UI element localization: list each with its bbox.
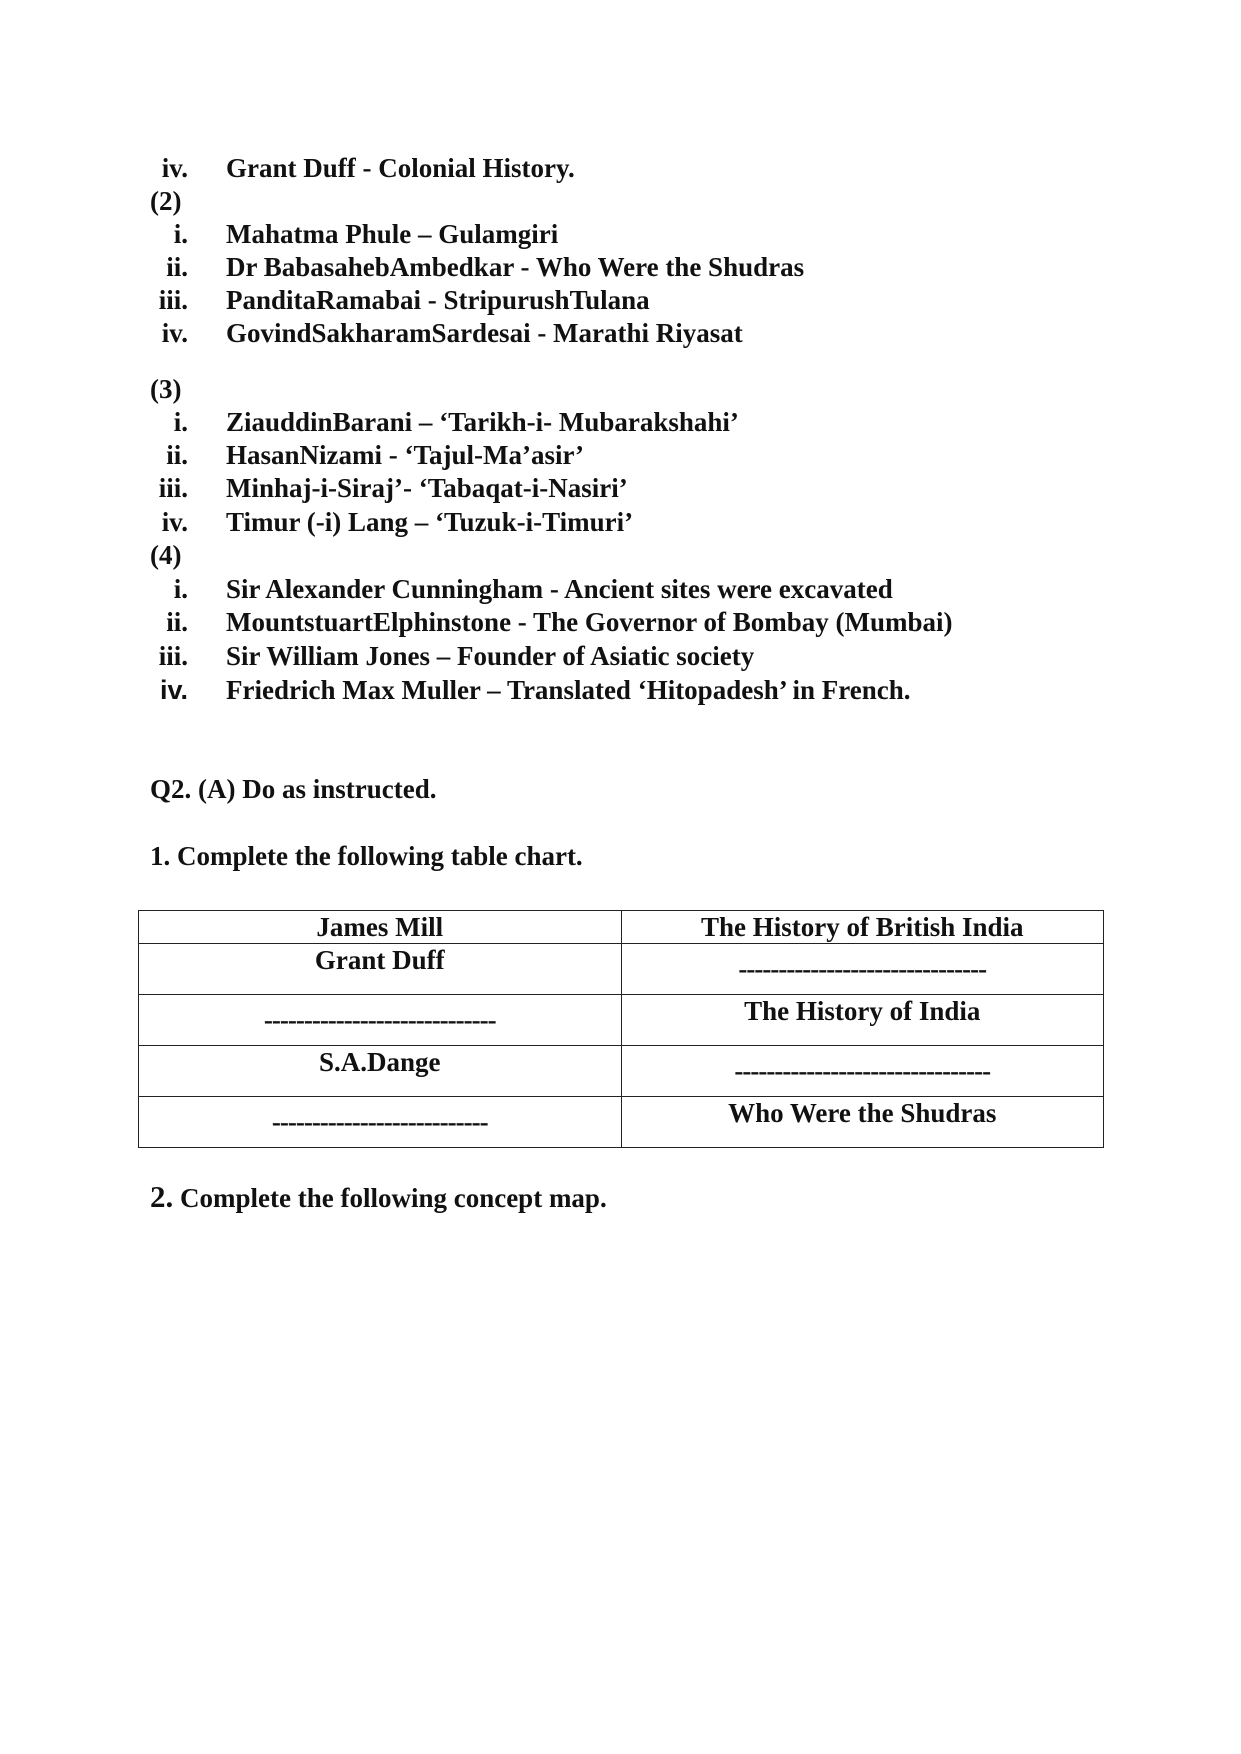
item-text: Minhaj-i-Siraj’- ‘Tabaqat-i-Nasiri’ <box>226 473 628 503</box>
item-text: Timur (-i) Lang – ‘Tuzuk-i-Timuri’ <box>226 507 634 537</box>
blank-cell: ------------------------------- <box>621 944 1104 995</box>
task-instruction-concept-map <box>150 1180 607 1215</box>
question-title: Q2. (A) Do as instructed. <box>150 774 437 804</box>
blank-cell: --------------------------- <box>139 1097 622 1148</box>
item-text: Sir Alexander Cunningham - Ancient sites were excavated <box>226 574 893 604</box>
task-instruction-table: 1. Complete the following table chart. <box>150 841 583 871</box>
item-number: i. <box>173 574 188 604</box>
task-text: Complete the following concept map. <box>173 1183 607 1213</box>
table-row <box>139 911 1104 944</box>
item-text: MountstuartElphinstone - The Governor of Bombay (Mumbai) <box>226 607 953 637</box>
item-number: ii. <box>166 607 188 637</box>
item-text: GovindSakharamSardesai - Marathi Riyasat <box>226 318 743 348</box>
group-label: (4) <box>150 540 182 570</box>
item-text: Grant Duff - Colonial History. <box>226 153 575 183</box>
task-number: 2. <box>150 1179 174 1214</box>
group-label: (3) <box>150 374 182 404</box>
item-number: iv. <box>159 675 188 705</box>
blank-cell: ----------------------------- <box>139 995 622 1046</box>
item-number: iv. <box>161 153 188 183</box>
group-label: (2) <box>150 186 182 216</box>
blank-cell: -------------------------------- <box>621 1046 1104 1097</box>
table-cell: James Mill <box>139 911 622 944</box>
table-cell: Grant Duff <box>139 944 622 995</box>
table-row <box>139 1046 1104 1097</box>
table-row <box>139 1097 1104 1148</box>
item-number: iii. <box>158 473 188 503</box>
item-number: iii. <box>158 285 188 315</box>
item-text: HasanNizami - ‘Tajul-Ma’asir’ <box>226 440 584 470</box>
item-text: Sir William Jones – Founder of Asiatic society <box>226 641 755 671</box>
table-cell: Who Were the Shudras <box>621 1097 1104 1148</box>
item-text: PanditaRamabai - StripurushTulana <box>226 285 650 315</box>
table-cell: The History of British India <box>621 911 1104 944</box>
item-number: iii. <box>158 641 188 671</box>
table-cell: S.A.Dange <box>139 1046 622 1097</box>
item-number: i. <box>173 407 188 437</box>
item-number: ii. <box>166 440 188 470</box>
item-number: iv. <box>161 318 188 348</box>
item-text: Mahatma Phule – Gulamgiri <box>226 219 559 249</box>
table-row <box>139 995 1104 1046</box>
item-number: iv. <box>161 507 188 537</box>
item-text: Friedrich Max Muller – Translated ‘Hitopadesh’ in French. <box>226 675 911 705</box>
item-text: ZiauddinBarani – ‘Tarikh-i- Mubarakshahi’ <box>226 407 739 437</box>
history-table-chart <box>138 910 1104 1148</box>
table-cell: The History of India <box>621 995 1104 1046</box>
table-row <box>139 944 1104 995</box>
item-number: ii. <box>166 252 188 282</box>
item-number: i. <box>173 219 188 249</box>
item-text: Dr BabasahebAmbedkar - Who Were the Shudras <box>226 252 805 282</box>
